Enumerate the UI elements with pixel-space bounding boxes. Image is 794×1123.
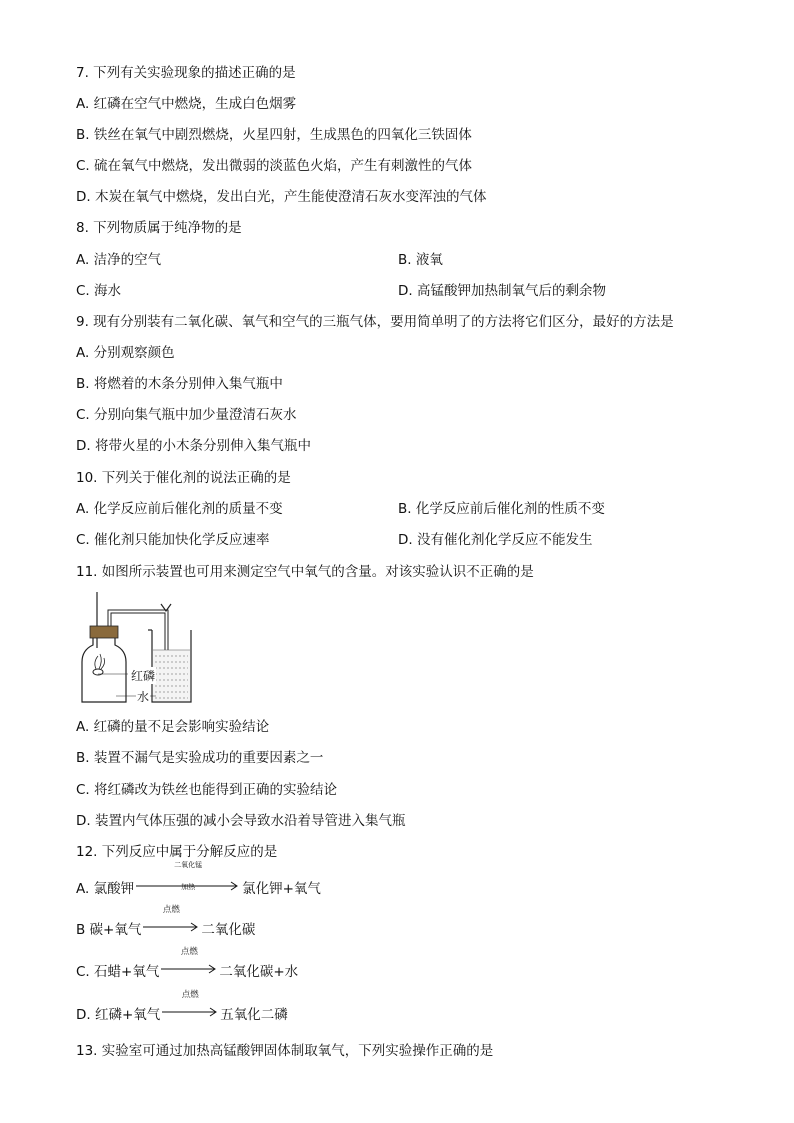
q13-stem: 13. 实验室可通过加热高锰酸钾固体制取氧气，下列实验操作正确的是 xyxy=(76,1043,494,1059)
q7-option-d: D. 木炭在氧气中燃烧，发出白光，产生能使澄清石灰水变浑浊的气体 xyxy=(76,189,487,205)
q12-b-reactants: B 碳+氧气 xyxy=(76,922,142,938)
q12-c-reactants: C. 石蜡+氧气 xyxy=(76,964,160,980)
q12-option-b xyxy=(76,905,256,939)
q7-option-c: C. 硫在氧气中燃烧，发出微弱的淡蓝色火焰，产生有刺激性的气体 xyxy=(76,158,473,174)
q7-option-b: B. 铁丝在氧气中剧烈燃烧，火星四射，生成黑色的四氧化三铁固体 xyxy=(76,127,472,143)
q12-a-reactants: A. 氯酸钾 xyxy=(76,881,135,897)
q12-d-reactants: D. 红磷+氧气 xyxy=(76,1007,161,1023)
q12-stem: 12. 下列反应中属于分解反应的是 xyxy=(76,844,278,860)
q10-option-d: D. 没有催化剂化学反应不能发生 xyxy=(398,532,593,548)
q9-option-a: A. 分别观察颜色 xyxy=(76,345,175,361)
q7-stem: 7. 下列有关实验现象的描述正确的是 xyxy=(76,65,296,81)
q11-option-b: B. 装置不漏气是实验成功的重要因素之一 xyxy=(76,750,324,766)
q12-a-products: 氯化钾+氧气 xyxy=(242,881,321,897)
q8-option-a: A. 洁净的空气 xyxy=(76,252,162,268)
q12-c-condition: 点燃 xyxy=(180,947,198,957)
beaker-water xyxy=(153,650,190,701)
q10-option-a: A. 化学反应前后催化剂的质量不变 xyxy=(76,501,283,517)
q8-option-b: B. 液氧 xyxy=(398,252,443,268)
q12-b-products: 二氧化碳 xyxy=(201,922,256,938)
q12-option-a xyxy=(76,861,321,898)
flame xyxy=(95,654,105,669)
q8-option-c: C. 海水 xyxy=(76,283,122,299)
q9-option-d: D. 将带火星的小木条分别伸入集气瓶中 xyxy=(76,438,311,454)
q9-option-c: C. 分别向集气瓶中加少量澄清石灰水 xyxy=(76,407,297,423)
q11-option-d: D. 装置内气体压强的减小会导致水沿着导管进入集气瓶 xyxy=(76,813,406,829)
q10-option-b: B. 化学反应前后催化剂的性质不变 xyxy=(398,501,605,517)
q12-a-arrow xyxy=(136,861,240,898)
q12-a-condition-top: 二氧化锰 xyxy=(174,861,203,869)
label-water: 水 xyxy=(137,690,150,704)
q12-c-arrow xyxy=(161,947,217,981)
q12-option-d xyxy=(76,990,288,1024)
q9-option-b: B. 将燃着的木条分别伸入集气瓶中 xyxy=(76,376,283,392)
q11-option-c: C. 将红磷改为铁丝也能得到正确的实验结论 xyxy=(76,782,338,798)
q11-stem: 11. 如图所示装置也可用来测定空气中氧气的含量。对该实验认识不正确的是 xyxy=(76,564,534,580)
q12-option-c xyxy=(76,947,299,981)
q12-d-products: 五氧化二磷 xyxy=(220,1007,288,1023)
stopper xyxy=(90,626,118,638)
collecting-bottle xyxy=(82,638,126,702)
q12-b-condition: 点燃 xyxy=(162,905,180,915)
q12-b-arrow xyxy=(143,905,199,939)
q9-stem: 9. 现有分别装有二氧化碳、氧气和空气的三瓶气体，要用简单明了的方法将它们区分，最好的方法是 xyxy=(76,314,674,330)
q10-stem: 10. 下列关于催化剂的说法正确的是 xyxy=(76,470,291,486)
q8-option-d: D. 高锰酸钾加热制氧气后的剩余物 xyxy=(398,283,606,299)
q12-c-products: 二氧化碳+水 xyxy=(219,964,299,980)
q10-option-c: C. 催化剂只能加快化学反应速率 xyxy=(76,532,270,548)
q12-a-condition-bottom: 加热 xyxy=(181,883,196,891)
label-red-phosphorus: 红磷 xyxy=(131,669,156,683)
q11-option-a: A. 红磷的量不足会影响实验结论 xyxy=(76,719,270,735)
q12-d-condition: 点燃 xyxy=(181,990,199,1000)
q12-d-arrow xyxy=(162,990,218,1024)
oxygen-measurement-apparatus xyxy=(76,590,206,710)
q8-stem: 8. 下列物质属于纯净物的是 xyxy=(76,220,242,236)
q7-option-a: A. 红磷在空气中燃烧，生成白色烟雾 xyxy=(76,96,297,112)
